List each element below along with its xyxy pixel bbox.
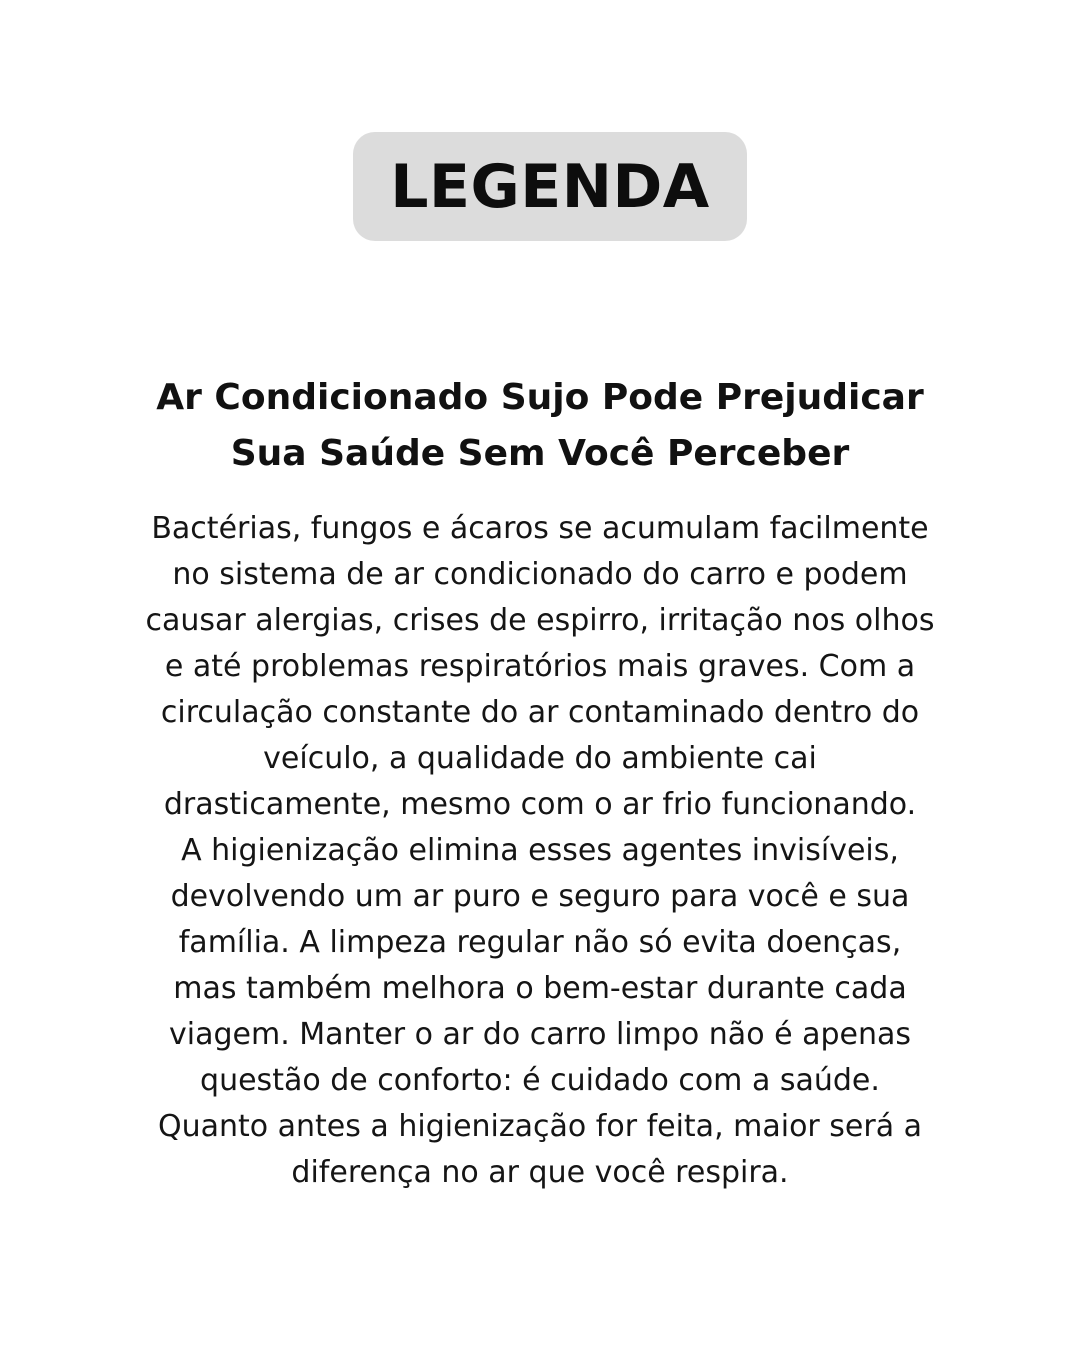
badge-label: LEGENDA	[390, 151, 710, 222]
body-line: causar alergias, crises de espirro, irritação nos olhos	[145, 603, 935, 638]
headline-line: Sua Saúde Sem Você Perceber	[230, 433, 850, 474]
body-line: Bactérias, fungos e ácaros se acumulam facilmente	[151, 511, 929, 546]
body-line: diferença no ar que você respira.	[291, 1155, 789, 1190]
legenda-badge	[353, 132, 747, 241]
body-line: Quanto antes a higienização for feita, maior será a	[157, 1109, 923, 1144]
body-line: veículo, a qualidade do ambiente cai	[263, 741, 817, 776]
body-line: e até problemas respiratórios mais graves. Com a	[164, 649, 916, 684]
body-paragraph	[60, 506, 1020, 1196]
body-line: A higienização elimina esses agentes invisíveis,	[181, 833, 899, 868]
body-line: circulação constante do ar contaminado dentro do	[160, 695, 920, 730]
body-line: devolvendo um ar puro e seguro para você e sua	[170, 879, 910, 914]
body-line: drasticamente, mesmo com o ar frio funcionando.	[163, 787, 917, 822]
body-line: no sistema de ar condicionado do carro e podem	[172, 557, 908, 592]
body-line: viagem. Manter o ar do carro limpo não é apenas	[169, 1017, 911, 1052]
body-line: família. A limpeza regular não só evita doenças,	[178, 925, 902, 960]
body-line: mas também melhora o bem-estar durante cada	[173, 971, 907, 1006]
headline	[90, 370, 990, 482]
body-line: questão de conforto: é cuidado com a saúde.	[200, 1063, 880, 1098]
headline-line: Ar Condicionado Sujo Pode Prejudicar	[156, 377, 924, 418]
